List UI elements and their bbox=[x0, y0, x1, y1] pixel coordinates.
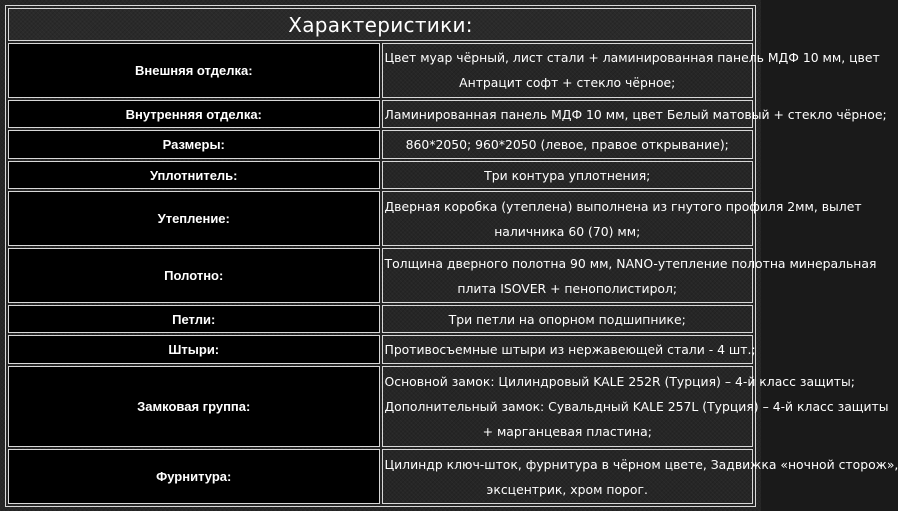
spec-value bbox=[382, 366, 889, 447]
spec-value-line: Дополнительный замок: Сувальдный KALE 257L (Турция) – 4-й класс защиты bbox=[384, 398, 889, 414]
spec-value-line: Три контура уплотнения; bbox=[484, 167, 651, 183]
spec-value-line: плита ISOVER + пенополистирол; bbox=[457, 280, 678, 296]
spec-label: Полотно: bbox=[8, 248, 380, 303]
spec-value-line: Три петли на опорном подшипнике; bbox=[448, 311, 686, 327]
spec-label: Внешняя отделка: bbox=[8, 43, 380, 98]
spec-value bbox=[382, 130, 754, 158]
spec-value bbox=[382, 161, 754, 189]
spec-row-exterior bbox=[8, 43, 753, 98]
spec-value-line: Основной замок: Цилиндровый KALE 252R (Турция) – 4-й класс защиты; bbox=[384, 373, 855, 389]
spec-value-line: Цилиндр ключ-шток, фурнитура в чёрном цвете, Задвижка «ночной сторож», bbox=[384, 456, 898, 472]
title-row bbox=[8, 8, 753, 41]
spec-label: Штыри: bbox=[8, 335, 380, 363]
spec-row-pins bbox=[8, 335, 753, 363]
spec-value-line: Цвет муар чёрный, лист стали + ламинированная панель МДФ 10 мм, цвет bbox=[384, 50, 880, 66]
spec-value-line: Дверная коробка (утеплена) выполнена из гнутого профиля 2мм, вылет bbox=[384, 198, 862, 214]
spec-row-locks bbox=[8, 366, 753, 447]
spec-label: Петли: bbox=[8, 305, 380, 333]
spec-value-line: + марганцевая пластина; bbox=[482, 423, 652, 439]
spec-row-leaf bbox=[8, 248, 753, 303]
spec-value-line: эксцентрик, хром порог. bbox=[486, 481, 648, 497]
spec-value bbox=[382, 449, 898, 504]
spec-row-interior bbox=[8, 100, 753, 128]
spec-row-seal bbox=[8, 161, 753, 189]
spec-value-line: Толщина дверного полотна 90 мм, NANO-утепление полотна минеральная bbox=[384, 255, 877, 271]
spec-label: Утепление: bbox=[8, 191, 380, 246]
spec-value bbox=[382, 191, 862, 246]
spec-label: Фурнитура: bbox=[8, 449, 380, 504]
spec-label: Размеры: bbox=[8, 130, 380, 158]
spec-label: Внутренняя отделка: bbox=[8, 100, 380, 128]
table-title: Характеристики: bbox=[8, 8, 753, 41]
spec-value bbox=[382, 305, 754, 333]
spec-value bbox=[382, 100, 887, 128]
spec-label: Замковая группа: bbox=[8, 366, 380, 447]
spec-value bbox=[382, 43, 880, 98]
spec-value bbox=[382, 335, 754, 363]
spec-value-line: Противосъемные штыри из нержавеющей стали - 4 шт.; bbox=[384, 342, 756, 358]
specs-table bbox=[5, 5, 898, 507]
spec-row-sizes bbox=[8, 130, 753, 158]
spec-value-line: наличника 60 (70) мм; bbox=[494, 223, 641, 239]
spec-row-insulation bbox=[8, 191, 753, 246]
spec-value bbox=[382, 248, 877, 303]
spec-value-line: 860*2050; 960*2050 (левое, правое открывание); bbox=[405, 137, 729, 153]
spec-label: Уплотнитель: bbox=[8, 161, 380, 189]
spec-value-line: Ламинированная панель МДФ 10 мм, цвет Белый матовый + стекло чёрное; bbox=[384, 106, 887, 122]
spec-value-line: Антрацит софт + стекло чёрное; bbox=[459, 75, 676, 91]
spec-row-hardware bbox=[8, 449, 753, 504]
spec-row-hinges bbox=[8, 305, 753, 333]
